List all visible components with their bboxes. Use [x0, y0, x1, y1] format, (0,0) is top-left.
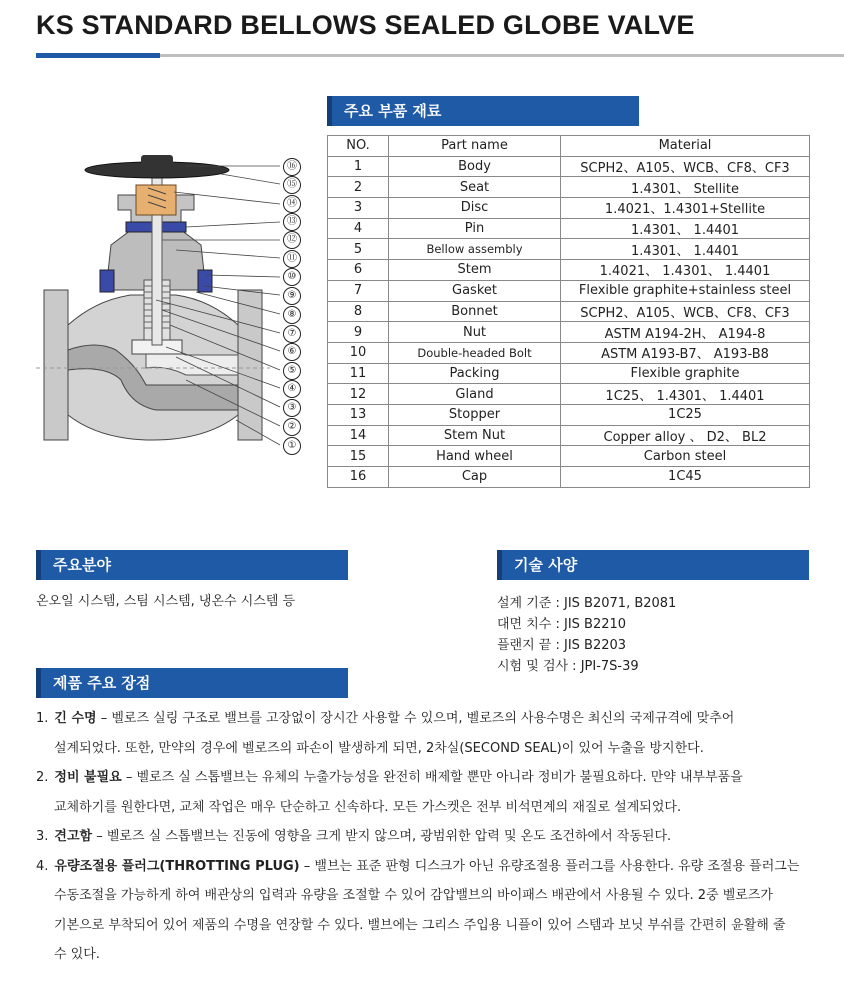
- spec-line: 플랜지 끝 : JIS B2203: [497, 638, 627, 653]
- callout-7: ⑦: [283, 325, 301, 343]
- usage-heading: 주요분야: [36, 550, 348, 580]
- cell-no: 1: [328, 156, 389, 177]
- advantages-heading: 제품 주요 장점: [36, 668, 348, 698]
- cell-material: 1.4301、 1.4401: [561, 218, 810, 239]
- cell-no: 14: [328, 425, 389, 446]
- cell-part-name: Hand wheel: [389, 446, 561, 467]
- advantage-text: – 밸브는 표준 판형 디스크가 아닌 유량조절용 플러그를 사용한다. 유량 조절용 플러그는: [299, 858, 800, 874]
- cell-material: 1C25: [561, 404, 810, 425]
- advantage-number: 2.: [36, 770, 49, 785]
- callout-3: ③: [283, 399, 301, 417]
- cell-part-name: Nut: [389, 322, 561, 343]
- advantage-text: – 벨로즈 실링 구조로 밸브를 고장없이 장시간 사용할 수 있으며, 벨로즈의 사용수명은 최신의 국제규격에 맞추어: [96, 711, 735, 726]
- cell-no: 7: [328, 280, 389, 301]
- advantages-list: [36, 704, 816, 970]
- advantage-item: [36, 704, 816, 734]
- callout-6: ⑥: [283, 343, 301, 361]
- table-row: [328, 301, 810, 322]
- cell-part-name: Packing: [389, 363, 561, 384]
- table-row: [328, 446, 810, 467]
- parts-table: [327, 135, 810, 488]
- callout-10: ⑩: [283, 268, 301, 286]
- cell-part-name: Stem: [389, 260, 561, 281]
- callout-5: ⑤: [283, 362, 301, 380]
- spec-line: 설계 기준 : JIS B2071, B2081: [497, 596, 677, 611]
- cell-material: 1C45: [561, 467, 810, 488]
- callout-11: ⑪: [283, 250, 301, 268]
- title-rule: [160, 54, 844, 57]
- table-row: [328, 322, 810, 343]
- title-rule-accent: [36, 53, 160, 58]
- table-row: [328, 218, 810, 239]
- cell-no: 10: [328, 342, 389, 363]
- cell-material: 1.4021、 1.4301、 1.4401: [561, 260, 810, 281]
- callout-1: ①: [283, 437, 301, 455]
- spec-line: 시험 및 검사 : JPI-7S-39: [497, 659, 639, 674]
- table-row: [328, 198, 810, 219]
- cell-no: 16: [328, 467, 389, 488]
- valve-diagram: [36, 150, 306, 460]
- callout-2: ②: [283, 418, 301, 436]
- cell-part-name: Bellow assembly: [389, 239, 561, 260]
- cell-no: 6: [328, 260, 389, 281]
- cell-part-name: Stem Nut: [389, 425, 561, 446]
- table-row: [328, 156, 810, 177]
- advantage-continuation: 기본으로 부착되어 있어 제품의 수명을 연장할 수 있다. 밸브에는 그리스 주입용 니플이 있어 스템과 보닛 부쉬를 간편히 윤활해 줄: [54, 917, 786, 933]
- cell-no: 3: [328, 198, 389, 219]
- advantage-continuation: 수동조절을 가능하게 하여 배관상의 입력과 유량을 조절할 수 있어 감압밸브의 바이패스 배관에서 사용될 수 있다. 2중 벨로즈가: [54, 888, 773, 903]
- callout-9: ⑨: [283, 287, 301, 305]
- callout-15: ⑮: [283, 176, 301, 194]
- cell-no: 11: [328, 363, 389, 384]
- valve-drawing: [36, 150, 306, 460]
- cell-part-name: Double-headed Bolt: [389, 342, 561, 363]
- table-row: [328, 177, 810, 198]
- cell-no: 15: [328, 446, 389, 467]
- advantage-continuation: 수 있다.: [54, 947, 100, 962]
- cell-part-name: Gland: [389, 384, 561, 405]
- advantage-continuation: 교체하기를 원한다면, 교체 작업은 매우 단순하고 신속하다. 모든 가스켓은 전부 비석면계의 재질로 설계되었다.: [54, 799, 682, 815]
- cell-no: 4: [328, 218, 389, 239]
- advantage-text: – 벨로즈 실 스톱밸브는 진동에 영향을 크게 받지 않으며, 광범위한 압력 및 온도 조건하에서 작동된다.: [92, 829, 672, 844]
- advantage-title: 정비 불필요: [54, 770, 122, 785]
- cell-part-name: Pin: [389, 218, 561, 239]
- callout-14: ⑭: [283, 195, 301, 213]
- parts-table-header: [328, 136, 810, 157]
- cell-material: ASTM A193-B7、 A193-B8: [561, 342, 810, 363]
- cell-material: Carbon steel: [561, 446, 810, 467]
- cell-no: 9: [328, 322, 389, 343]
- page-title: KS STANDARD BELLOWS SEALED GLOBE VALVE: [36, 10, 695, 40]
- advantage-item: [36, 852, 816, 882]
- cell-material: 1.4021、1.4301+Stellite: [561, 198, 810, 219]
- cell-part-name: Bonnet: [389, 301, 561, 322]
- advantage-text: – 벨로즈 실 스톱밸브는 유체의 누출가능성을 완전히 배제할 뿐만 아니라 정비가 불필요하다. 만약 내부부품을: [121, 770, 743, 785]
- spec-heading: 기술 사양: [497, 550, 809, 580]
- cell-part-name: Gasket: [389, 280, 561, 301]
- cell-part-name: Cap: [389, 467, 561, 488]
- advantage-item: [36, 763, 816, 793]
- usage-text: 온오일 시스템, 스팀 시스템, 냉온수 시스템 등: [36, 594, 296, 609]
- table-row: [328, 425, 810, 446]
- callout-12: ⑫: [283, 231, 301, 249]
- callout-4: ④: [283, 380, 301, 398]
- cell-material: Copper alloy 、 D2、 BL2: [561, 425, 810, 446]
- table-row: [328, 342, 810, 363]
- cell-material: ASTM A194-2H、 A194-8: [561, 322, 810, 343]
- cell-part-name: Body: [389, 156, 561, 177]
- cell-material: Flexible graphite+stainless steel: [561, 280, 810, 301]
- cell-material: 1C25、 1.4301、 1.4401: [561, 384, 810, 405]
- cell-no: 8: [328, 301, 389, 322]
- advantage-number: 3.: [36, 829, 49, 844]
- header-no: NO.: [328, 136, 389, 157]
- table-row: [328, 363, 810, 384]
- callout-13: ⑬: [283, 213, 301, 231]
- cell-material: 1.4301、 1.4401: [561, 239, 810, 260]
- advantage-title: 견고함: [54, 829, 93, 844]
- spec-line: 대면 치수 : JIS B2210: [497, 617, 627, 632]
- cell-part-name: Seat: [389, 177, 561, 198]
- advantage-title: 유량조절용 플러그(THROTTING PLUG): [54, 858, 300, 874]
- table-row: [328, 404, 810, 425]
- cell-no: 12: [328, 384, 389, 405]
- cell-part-name: Stopper: [389, 404, 561, 425]
- cell-no: 2: [328, 177, 389, 198]
- cell-material: Flexible graphite: [561, 363, 810, 384]
- table-row: [328, 239, 810, 260]
- table-row: [328, 384, 810, 405]
- advantage-continuation: 설계되었다. 또한, 만약의 경우에 벨로즈의 파손이 발생하게 되면, 2차실(SECOND SEAL)이 있어 누출을 방지한다.: [54, 740, 704, 756]
- cell-no: 5: [328, 239, 389, 260]
- advantage-number: 1.: [36, 711, 49, 726]
- callout-16: ⑯: [283, 158, 301, 176]
- cell-material: SCPH2、A105、WCB、CF8、CF3: [561, 156, 810, 177]
- cell-material: 1.4301、 Stellite: [561, 177, 810, 198]
- advantage-title: 긴 수명: [54, 711, 97, 726]
- advantage-item: [36, 822, 816, 852]
- table-row: [328, 260, 810, 281]
- cell-no: 13: [328, 404, 389, 425]
- cell-material: SCPH2、A105、WCB、CF8、CF3: [561, 301, 810, 322]
- advantage-number: 4.: [36, 858, 49, 874]
- header-part-name: Part name: [389, 136, 561, 157]
- cell-part-name: Disc: [389, 198, 561, 219]
- parts-heading: 주요 부품 재료: [327, 96, 639, 126]
- table-row: [328, 280, 810, 301]
- table-row: [328, 467, 810, 488]
- callout-8: ⑧: [283, 306, 301, 324]
- header-material: Material: [561, 136, 810, 157]
